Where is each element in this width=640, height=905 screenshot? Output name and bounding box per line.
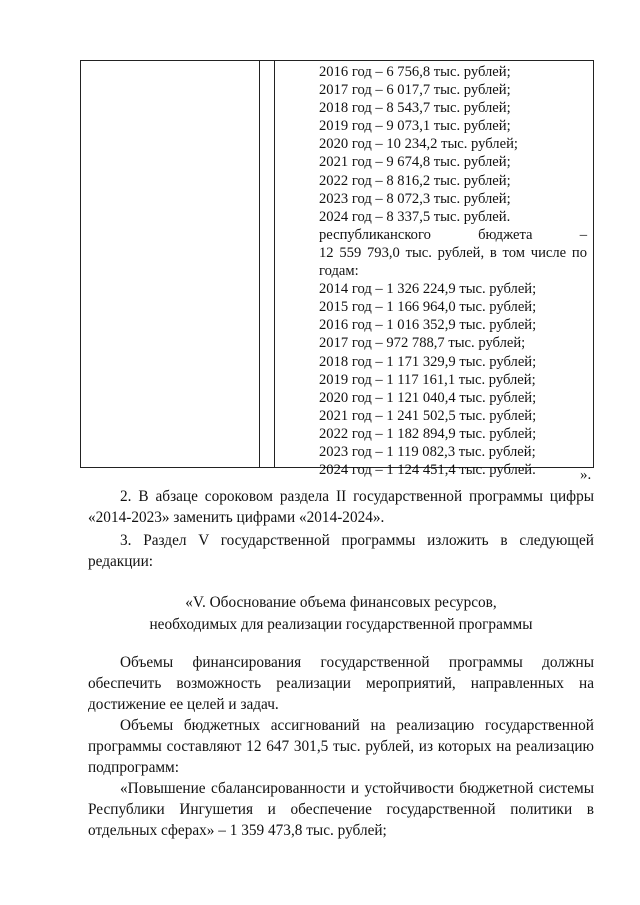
table-column-divider	[259, 61, 260, 467]
table-line: 2018 год – 8 543,7 тыс. рублей;	[319, 100, 511, 117]
table-line: 12 559 793,0 тыс. рублей, в том числе по	[319, 244, 587, 261]
table-funding-cell	[319, 63, 587, 479]
table-line: 2023 год – 1 119 082,3 тыс. рублей;	[319, 443, 536, 460]
paragraph-line: достижение ее целей и задач.	[88, 696, 279, 713]
paragraph-line: Объемы финансирования государственной программы должны	[120, 654, 594, 671]
heading-line: необходимых для реализации государственной программы	[149, 616, 533, 633]
paragraph-line: отдельных сферах» – 1 359 473,8 тыс. рублей;	[88, 822, 387, 839]
paragraph-6	[88, 778, 594, 841]
table-line: 2022 год – 1 182 894,9 тыс. рублей;	[319, 425, 537, 442]
paragraph-5	[88, 715, 594, 778]
table-line: 2024 год – 1 124 451,4 тыс. рублей.	[319, 462, 536, 479]
table-line: 2020 год – 10 234,2 тыс. рублей;	[319, 136, 518, 153]
table-line: 2015 год – 1 166 964,0 тыс. рублей;	[319, 299, 537, 316]
paragraph-line: «2014-2023» заменить цифрами «2014-2024».	[88, 509, 385, 526]
table-line: 2021 год – 9 674,8 тыс. рублей;	[319, 154, 511, 171]
table-line: 2021 год – 1 241 502,5 тыс. рублей;	[319, 407, 537, 424]
table-line: республиканского бюджета –	[319, 226, 587, 243]
table-line: 2020 год – 1 121 040,4 тыс. рублей;	[319, 389, 537, 406]
table-line: 2018 год – 1 171 329,9 тыс. рублей;	[319, 353, 537, 370]
table-line: годам:	[319, 263, 359, 280]
table-line: 2019 год – 1 117 161,1 тыс. рублей;	[319, 371, 536, 388]
paragraph-3	[88, 530, 594, 572]
table-line: 2023 год – 8 072,3 тыс. рублей;	[319, 190, 511, 207]
paragraph-line: Объемы бюджетных ассигнований на реализацию государственной	[120, 717, 594, 734]
paragraph-line: 3. Раздел V государственной программы изложить в следующей	[120, 532, 594, 549]
paragraph-line: «Повышение сбалансированности и устойчивости бюджетной системы	[120, 780, 594, 797]
table-line: 2017 год – 6 017,7 тыс. рублей;	[319, 82, 511, 99]
table-line: 2016 год – 1 016 352,9 тыс. рублей;	[319, 317, 537, 334]
table-line: 2016 год – 6 756,8 тыс. рублей;	[319, 64, 511, 80]
funding-table	[80, 60, 594, 479]
paragraph-2	[88, 486, 594, 528]
table-line: 2014 год – 1 326 224,9 тыс. рублей;	[319, 281, 537, 298]
table-column-divider	[274, 61, 275, 467]
heading-line: «V. Обоснование объема финансовых ресурсов,	[185, 594, 497, 611]
paragraph-4	[88, 652, 594, 715]
paragraph-line: подпрограмм:	[88, 759, 179, 776]
paragraph-line: 2. В абзаце сороковом раздела II государственной программы цифры	[120, 488, 594, 505]
paragraph-line: редакции:	[88, 553, 154, 570]
section-heading	[88, 592, 594, 636]
paragraph-line: обеспечить возможность реализации мероприятий, направленных на	[88, 675, 594, 692]
paragraph-line: программы составляют 12 647 301,5 тыс. рублей, из которых на реализацию	[88, 738, 594, 755]
table-line: 2019 год – 9 073,1 тыс. рублей;	[319, 118, 511, 135]
closing-quote: ».	[580, 467, 592, 483]
table-line: 2017 год – 972 788,7 тыс. рублей;	[319, 335, 526, 352]
table-line: 2024 год – 8 337,5 тыс. рублей.	[319, 208, 511, 225]
paragraph-line: Республики Ингушетия и обеспечение государственной политики в	[88, 801, 594, 818]
table-line: 2022 год – 8 816,2 тыс. рублей;	[319, 172, 511, 189]
